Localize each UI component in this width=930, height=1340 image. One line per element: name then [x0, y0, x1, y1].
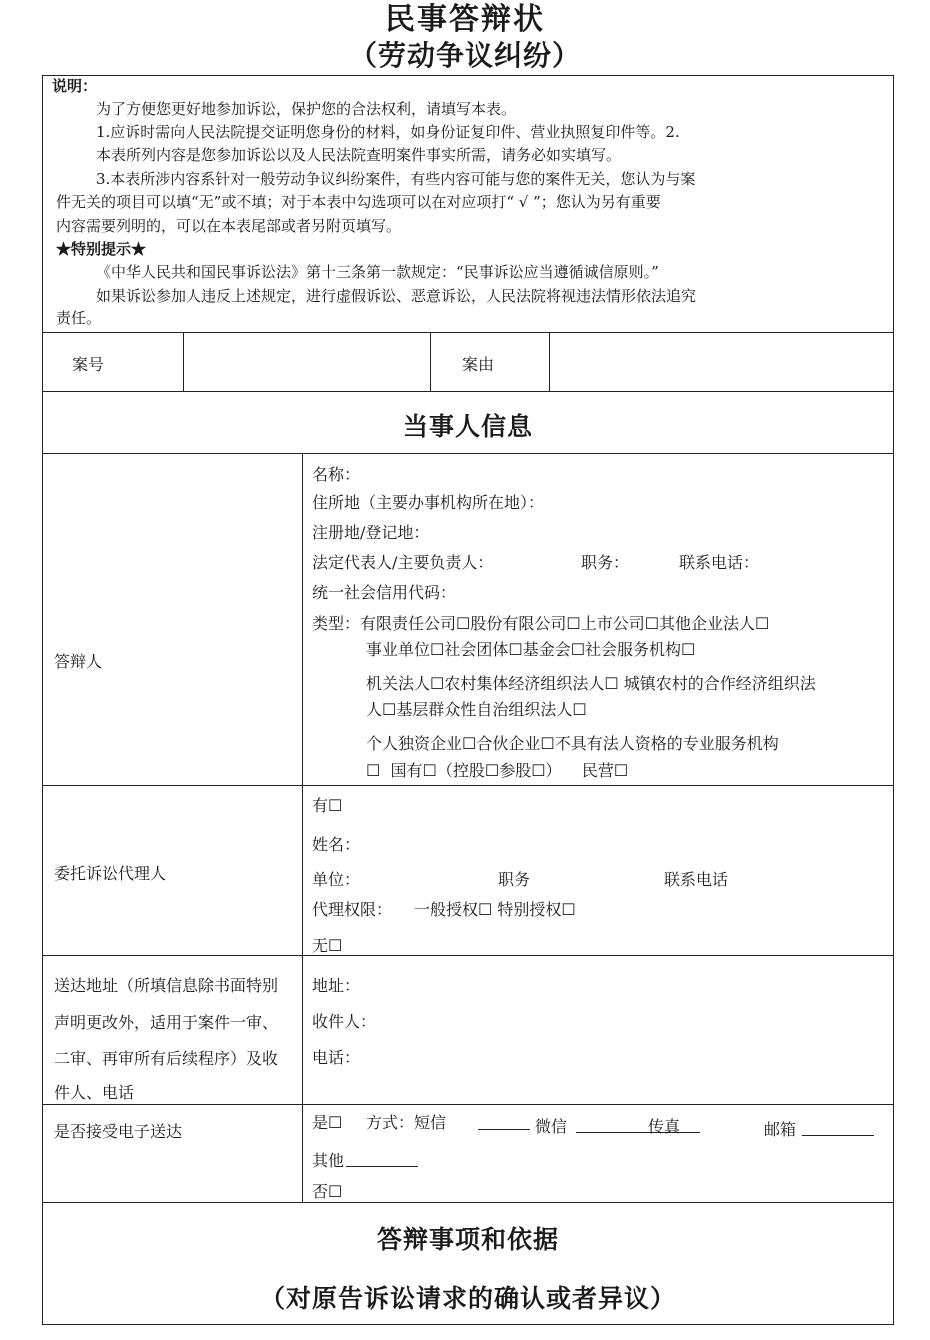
agent-position-field[interactable]: 职务 — [498, 870, 531, 889]
delivery-label: 二审、再审所有后续程序）及收 — [54, 1049, 279, 1068]
notes-line: 件无关的项目可以填“无”或不填；对于本表中勾选项可以在对应项打“ √ ”；您认为另有重要 — [56, 193, 661, 211]
entity-type-options[interactable]: 个人独资企业☐合伙企业☐不具有法人资格的专业服务机构 — [366, 734, 779, 753]
other-blank[interactable] — [346, 1166, 418, 1167]
case-number-field[interactable] — [186, 334, 428, 389]
electronic-method-wechat: 微信 — [535, 1117, 568, 1136]
notes-line: 《中华人民共和国民事诉讼法》第十三条第一款规定：“民事诉讼应当遵循诚信原则。” — [96, 263, 659, 281]
electronic-method-fax: 传真 — [648, 1117, 681, 1136]
entity-type-options[interactable]: 人☐基层群众性自治组织法人☐ — [366, 700, 587, 719]
agent-no-checkbox[interactable]: 无☐ — [312, 936, 343, 955]
entity-type-options[interactable]: 事业单位☐社会团体☐基金会☐社会服务机构☐ — [366, 640, 696, 659]
sms-blank[interactable] — [478, 1129, 530, 1130]
position-field[interactable]: 职务： — [581, 553, 630, 572]
notes-line: 责任。 — [56, 309, 102, 327]
agent-phone-field[interactable]: 联系电话 — [664, 870, 729, 889]
ownership-options[interactable]: ☐ 国有☐（控股☐参股☐） 民营☐ — [366, 761, 629, 780]
legal-rep-field[interactable]: 法定代表人/主要负责人： — [312, 553, 494, 572]
cause-label: 案由 — [462, 355, 495, 374]
notes-heading: 说明： — [52, 77, 98, 95]
special-notice: ★特别提示★ — [56, 240, 147, 258]
defense-subheader: （对原告诉讼请求的确认或者异议） — [259, 1284, 676, 1313]
delivery-recipient-field[interactable]: 收件人： — [312, 1012, 377, 1031]
delivery-address-field[interactable]: 地址： — [312, 976, 361, 995]
delivery-phone-field[interactable]: 电话： — [312, 1048, 361, 1067]
agent-authority-label: 代理权限： — [312, 900, 393, 919]
agent-authority-options[interactable]: 一般授权☐ 特别授权☐ — [414, 900, 576, 919]
agent-label: 委托诉讼代理人 — [54, 864, 167, 883]
agent-yes-checkbox[interactable]: 有☐ — [312, 796, 343, 815]
notes-line: 本表所列内容是您参加诉讼以及人民法院查明案件事实所需，请务必如实填写。 — [96, 146, 622, 164]
notes-line: 3.本表所涉内容系针对一般劳动争议纠纷案件，有些内容可能与您的案件无关，您认为与案 — [96, 170, 696, 188]
electronic-other: 其他 — [312, 1151, 345, 1170]
cause-field[interactable] — [552, 334, 891, 389]
electronic-method-email: 邮箱 — [764, 1120, 797, 1139]
respondent-domicile-field[interactable]: 住所地（主要办事机构所在地）： — [312, 493, 545, 512]
party-info-header: 当事人信息 — [402, 412, 533, 441]
wechat-blank[interactable] — [576, 1132, 700, 1133]
case-number-label: 案号 — [72, 355, 105, 374]
agent-unit-field[interactable]: 单位： — [312, 870, 361, 889]
electronic-yes-checkbox[interactable]: 是☐ — [312, 1113, 343, 1132]
agent-name-field[interactable]: 姓名： — [312, 835, 361, 854]
electronic-method-sms: 方式：短信 — [366, 1113, 447, 1132]
delivery-label: 声明更改外，适用于案件一审、 — [54, 1013, 279, 1032]
document-title: 民事答辩状 — [385, 2, 545, 37]
defense-header: 答辩事项和依据 — [376, 1225, 559, 1254]
notes-line: 为了方便您更好地参加诉讼，保护您的合法权利，请填写本表。 — [96, 100, 517, 118]
credit-code-field[interactable]: 统一社会信用代码： — [312, 583, 457, 602]
delivery-label: 件人、电话 — [54, 1083, 135, 1102]
respondent-label: 答辩人 — [54, 652, 103, 671]
electronic-delivery-label: 是否接受电子送达 — [54, 1122, 183, 1141]
notes-line: 内容需要列明的，可以在本表尾部或者另附页填写。 — [56, 217, 402, 235]
respondent-name-field[interactable]: 名称： — [312, 465, 361, 484]
delivery-label: 送达地址（所填信息除书面特别 — [54, 976, 279, 995]
document-subtitle: （劳动争议纠纷） — [348, 39, 581, 72]
email-blank[interactable] — [802, 1135, 874, 1136]
notes-line: 1.应诉时需向人民法院提交证明您身份的材料，如身份证复印件、营业执照复印件等。2. — [96, 123, 680, 141]
respondent-registered-field[interactable]: 注册地/登记地： — [312, 523, 430, 542]
entity-type-options[interactable]: 机关法人☐农村集体经济组织法人☐ 城镇农村的合作经济组织法 — [366, 674, 816, 693]
electronic-no-checkbox[interactable]: 否☐ — [312, 1182, 343, 1201]
entity-type-options[interactable]: 类型：有限责任公司☐股份有限公司☐上市公司☐其他企业法人☐ — [312, 614, 770, 633]
notes-line: 如果诉讼参加人违反上述规定，进行虚假诉讼、恶意诉讼，人民法院将视违法情形依法追究 — [96, 287, 697, 305]
phone-field[interactable]: 联系电话： — [679, 553, 760, 572]
